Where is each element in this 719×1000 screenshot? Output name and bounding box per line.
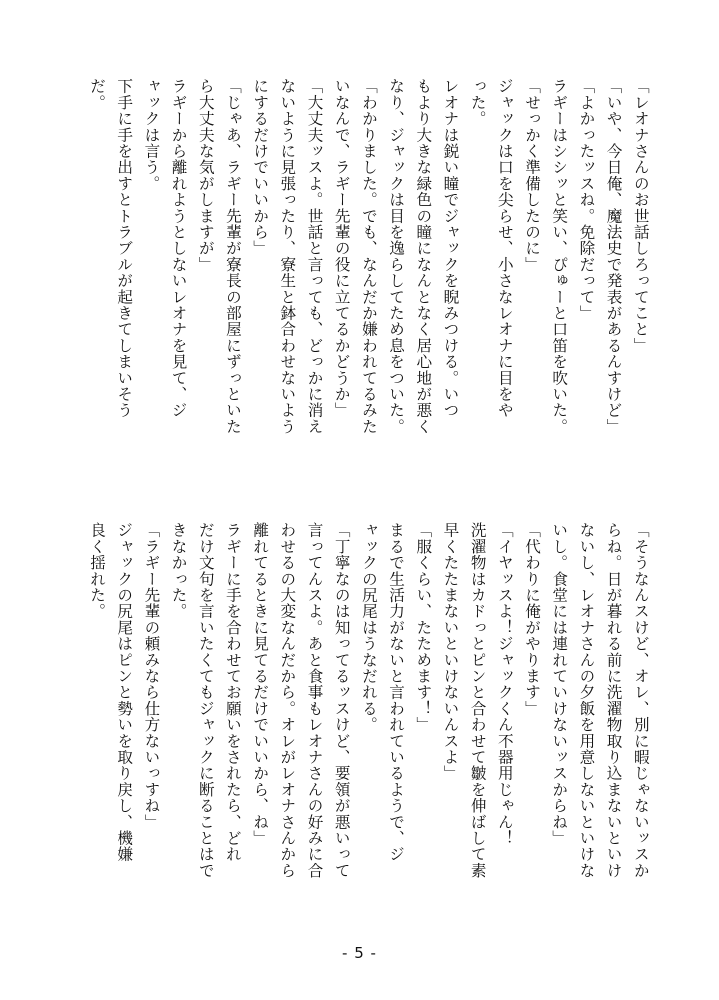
top-text-block [88,78,648,488]
text-line: ラギーに手を合わせてお願いをされたら、どれ [223,522,242,863]
text-line: 「大丈夫ッスよ。世話と言っても、どっかに消え [305,78,324,435]
text-line: だけ文句を言いたくてもジャックに断ることはで [196,522,215,879]
text-line: ラギーから離れようとしないレオナを見て、ジ [169,78,188,419]
text-line: 離れてるときに見てるだけでいいから、ね」 [251,522,270,846]
page-number: - 5 - [342,944,377,962]
text-line: なり、ジャックは目を逸らしてため息をついた。 [387,78,406,435]
text-line: 早くたたまないといけないんスよ」 [441,522,460,782]
text-line: だ。 [88,78,106,111]
text-line: 「イヤッスよ！ジャックくん不器用じゃん！ [495,522,514,846]
text-line: きなかった。 [169,522,188,620]
text-line: 「いや、今日俺、魔法史で発表があるんすけど」 [604,78,623,435]
text-line: もより大きな緑色の瞳になんとなく居心地が悪く [414,78,433,435]
text-line: ジャックは口を尖らせ、小さなレオナに目をや [495,78,514,419]
text-line: いし。食堂には連れていけないッスからね」 [550,522,569,846]
text-line: ャックの尻尾はうなだれる。 [359,522,378,733]
text-line: にするだけでいいから」 [251,78,270,257]
text-line: 「服くらい、たためます！」 [414,522,433,733]
bottom-text-block [88,522,648,932]
text-line: ャックは言う。 [142,78,161,192]
text-line: いなんで、ラギー先輩の役に立てるかどうか」 [332,78,351,419]
text-line: 「わかりました。でも、なんだか嫌われてるみた [359,78,378,435]
text-line: 「じゃあ、ラギー先輩が寮長の部屋にずっといた [223,78,242,435]
text-line: 「よかったッスね。免除だって」 [577,78,596,321]
text-line: 「代わりに俺がやります」 [523,522,541,717]
text-line: 洗濯物はカドっとピンと合わせて皺を伸ばして素 [468,522,487,879]
text-line: ジャックの尻尾はピンと勢いを取り戻し、機嫌 [115,522,134,863]
text-line: 「せっかく準備したのに」 [523,78,541,273]
text-line: ないように見張ったり、寮生と鉢合わせないよう [278,78,297,435]
text-line: った。 [468,78,487,127]
text-line: 「丁寧なのは知ってるッスけど、要領が悪いって [332,522,351,879]
text-line: 「そうなんスけど、オレ、別に暇じゃないッスか [631,522,650,879]
text-line: 「レオナさんのお世話しろってこと」 [631,78,650,354]
text-line: まるで生活力がないと言われているようで、ジ [387,522,406,863]
text-line: 下手に手を出すとトラブルが起きてしまいそう [115,78,134,419]
text-line: 良く揺れた。 [88,522,106,620]
text-line: レオナは鋭い瞳でジャックを睨みつける。いつ [441,78,460,419]
text-line: ら大丈夫な気がしますが」 [196,78,215,273]
text-line: らね。日が暮れる前に洗濯物取り込まないといけ [604,522,623,879]
text-line: 言ってんスよ。あと食事もレオナさんの好みに合 [305,522,324,879]
text-line: 「ラギー先輩の頼みなら仕方ないっすね」 [142,522,161,830]
text-line: ラギーはシシッと笑い、ぴゅーと口笛を吹いた。 [550,78,569,435]
text-line: わせるの大変なんだから。オレがレオナさんから [278,522,297,879]
text-line: ないし、レオナさんの夕飯を用意しないといけな [577,522,596,879]
